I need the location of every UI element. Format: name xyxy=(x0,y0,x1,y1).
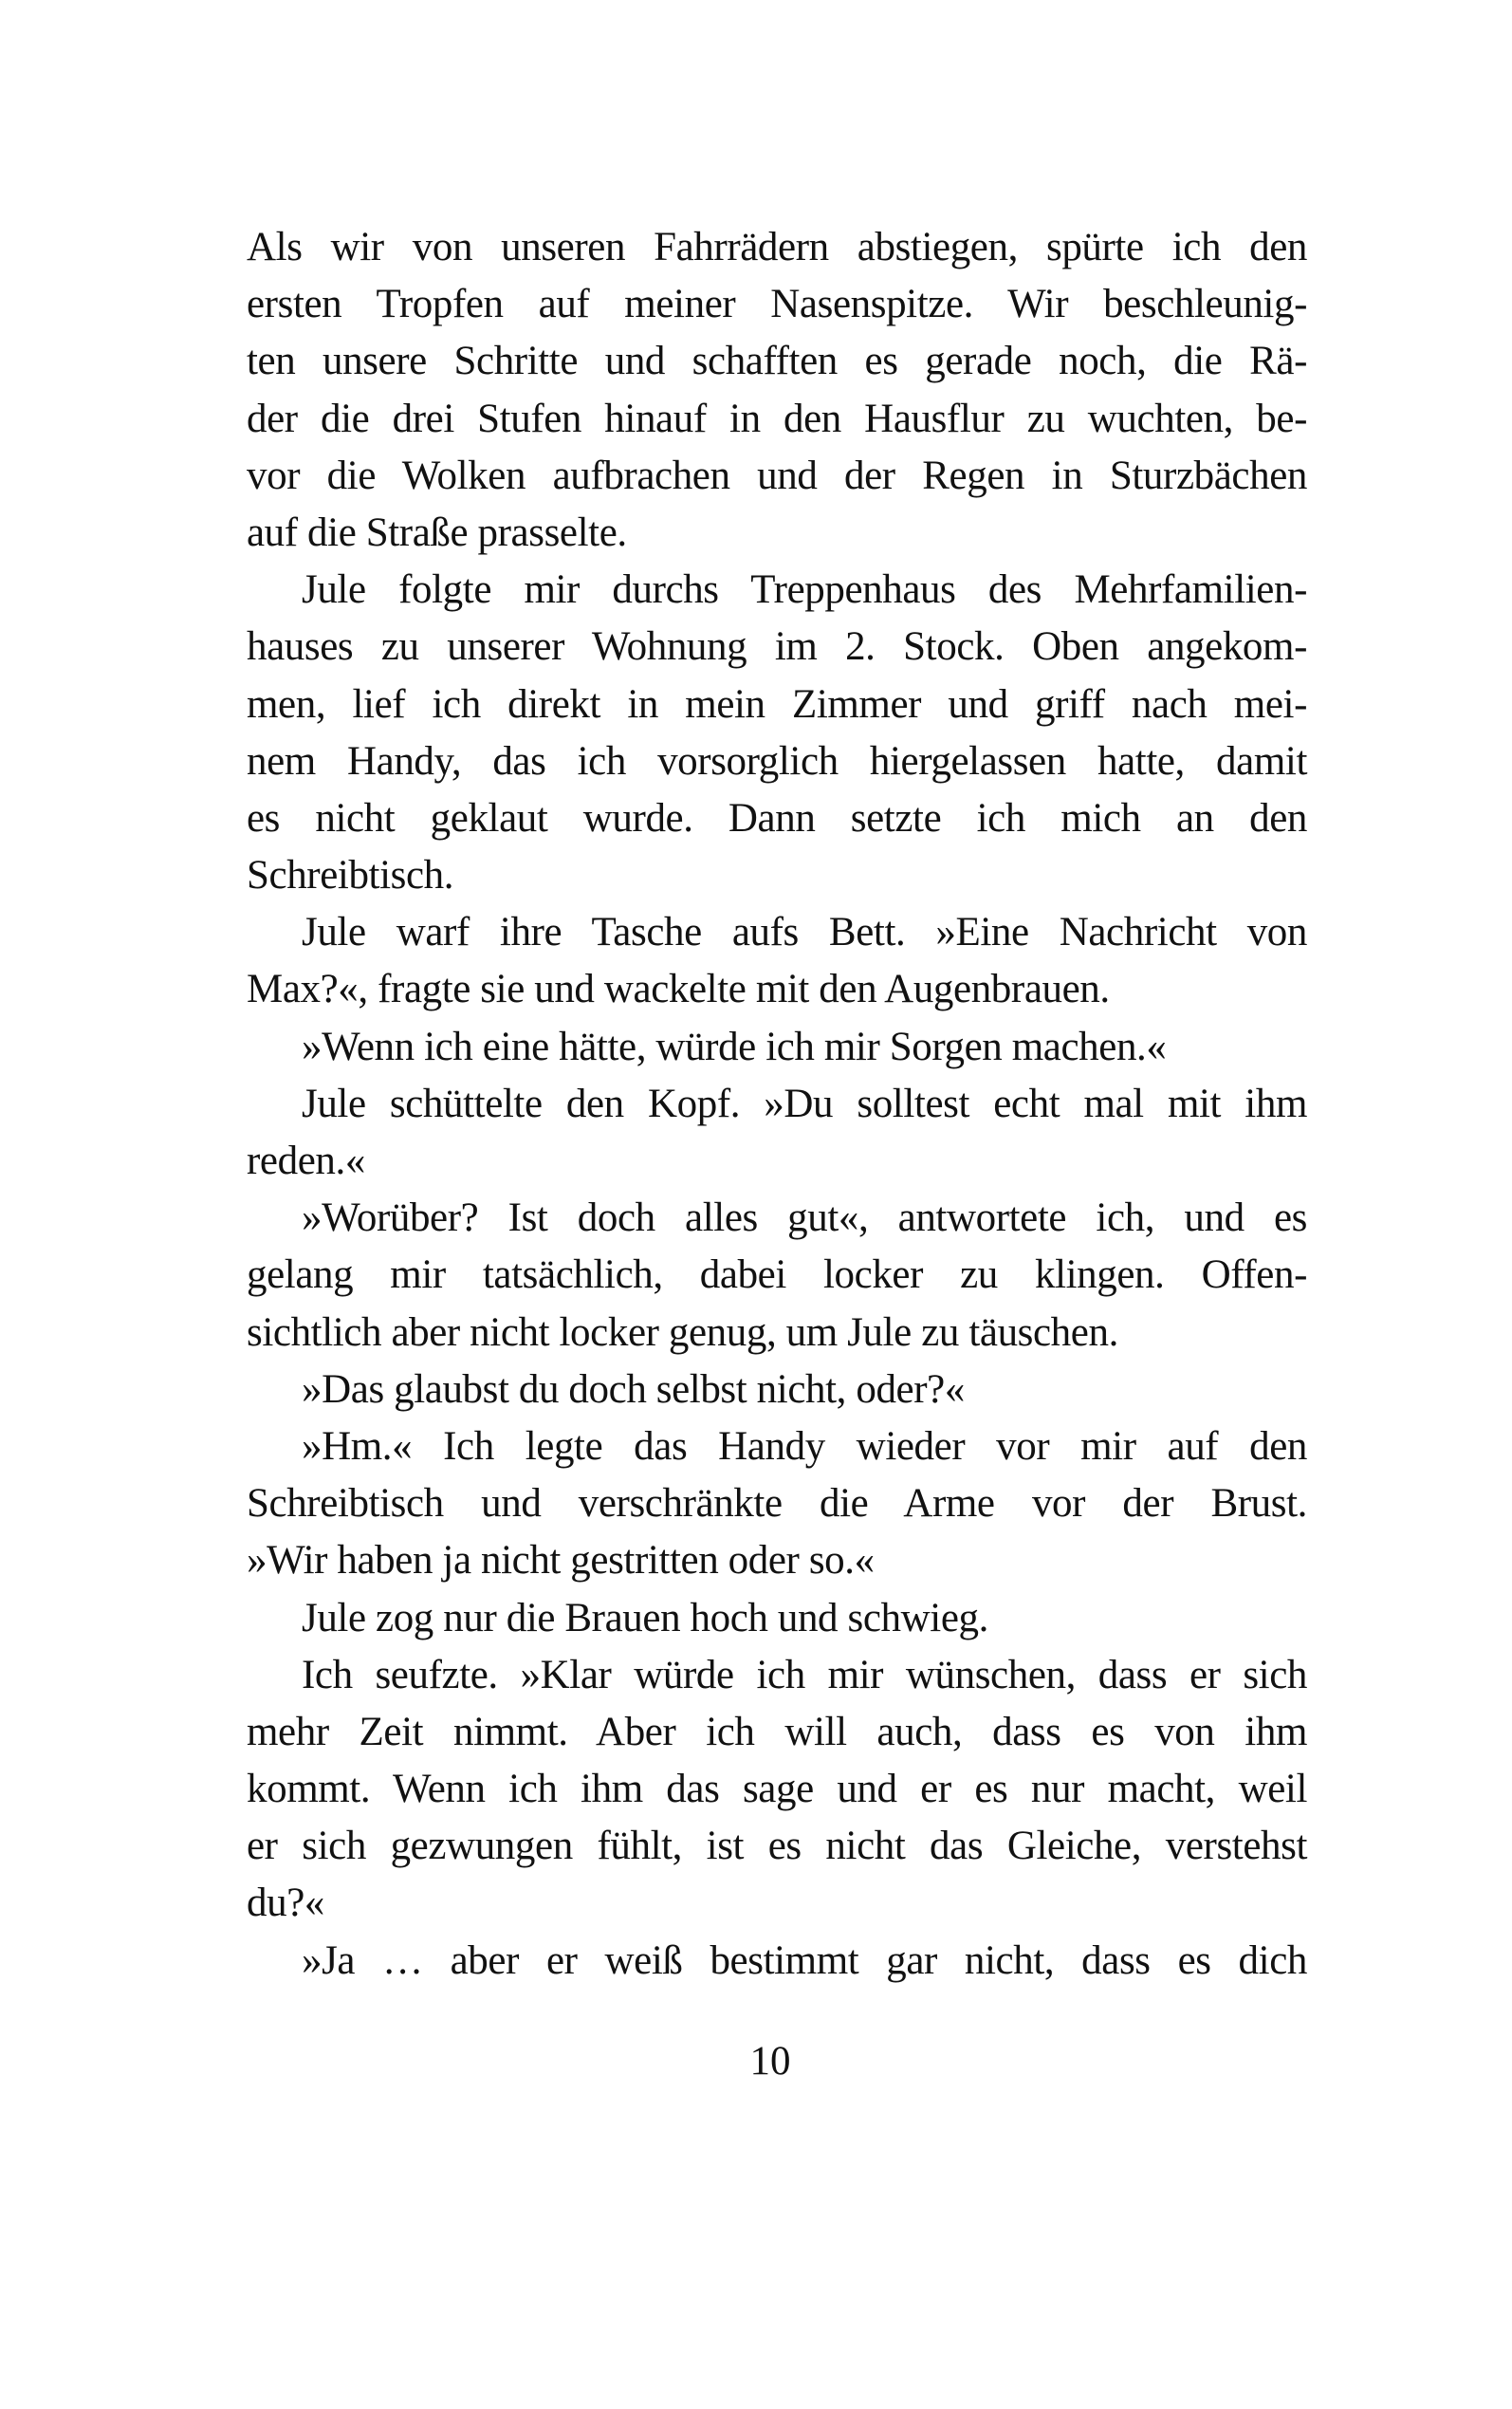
text-line: »Das glaubst du doch selbst nicht, oder?« xyxy=(302,1366,965,1412)
text-line: »Ja … aber er weiß bestimmt gar nicht, dass es dich xyxy=(302,1937,1307,1983)
text-line: ersten Tropfen auf meiner Nasenspitze. Wir beschleunig- xyxy=(247,282,1307,327)
text-line: vor die Wolken aufbrachen und der Regen in Sturzbächen xyxy=(247,453,1307,498)
text-line: kommt. Wenn ich ihm das sage und er es nur macht, weil xyxy=(247,1767,1307,1812)
text-line: men, lief ich direkt in mein Zimmer und griff nach mei- xyxy=(247,681,1307,727)
text-line: mehr Zeit nimmt. Aber ich will auch, dass es von ihm xyxy=(247,1709,1307,1754)
text-line: Jule folgte mir durchs Treppenhaus des Mehrfamilien- xyxy=(302,567,1307,613)
text-line: auf die Straße prasselte. xyxy=(247,510,627,555)
text-line: Schreibtisch. xyxy=(247,853,454,899)
text-line: gelang mir tatsächlich, dabei locker zu klingen. Offen- xyxy=(247,1252,1307,1298)
page-number: 10 xyxy=(749,2039,791,2084)
text-line: ten unsere Schritte und schafften es gerade noch, die Rä- xyxy=(247,339,1307,384)
text-line: »Worüber? Ist doch alles gut«, antwortete ich, und es xyxy=(302,1195,1307,1241)
text-line: Jule schüttelte den Kopf. »Du solltest echt mal mit ihm xyxy=(302,1081,1307,1126)
text-line: es nicht geklaut wurde. Dann setzte ich mich an den xyxy=(247,795,1307,841)
text-line: Ich seufzte. »Klar würde ich mir wünschen, dass er sich xyxy=(302,1652,1307,1697)
text-line: reden.« xyxy=(247,1139,365,1183)
text-line: nem Handy, das ich vorsorglich hiergelassen hatte, damit xyxy=(247,738,1307,784)
text-line: Schreibtisch und verschränkte die Arme vor der Brust. xyxy=(247,1481,1307,1527)
text-line: Als wir von unseren Fahrrädern abstiegen, spürte ich den xyxy=(247,225,1307,269)
text-line: hauses zu unserer Wohnung im 2. Stock. Oben angekom- xyxy=(247,624,1307,670)
text-line: der die drei Stufen hinauf in den Hausflur zu wuchten, be- xyxy=(247,396,1307,441)
text-line: du?« xyxy=(247,1881,324,1926)
text-line: Jule zog nur die Brauen hoch und schwieg. xyxy=(302,1595,988,1640)
text-line: »Wir haben ja nicht gestritten oder so.« xyxy=(247,1538,875,1584)
text-line: Max?«, fragte sie und wackelte mit den Augenbrauen. xyxy=(247,967,1110,1012)
text-line: »Wenn ich eine hätte, würde ich mir Sorgen machen.« xyxy=(302,1024,1167,1069)
text-line: sichtlich aber nicht locker genug, um Jule zu täuschen. xyxy=(247,1309,1118,1355)
text-line: »Hm.« Ich legte das Handy wieder vor mir auf den xyxy=(302,1423,1307,1469)
body-text xyxy=(247,219,1307,1990)
text-line: er sich gezwungen fühlt, ist es nicht das Gleiche, verstehst xyxy=(247,1824,1307,1869)
text-line: Jule warf ihre Tasche aufs Bett. »Eine Nachricht von xyxy=(302,910,1307,955)
